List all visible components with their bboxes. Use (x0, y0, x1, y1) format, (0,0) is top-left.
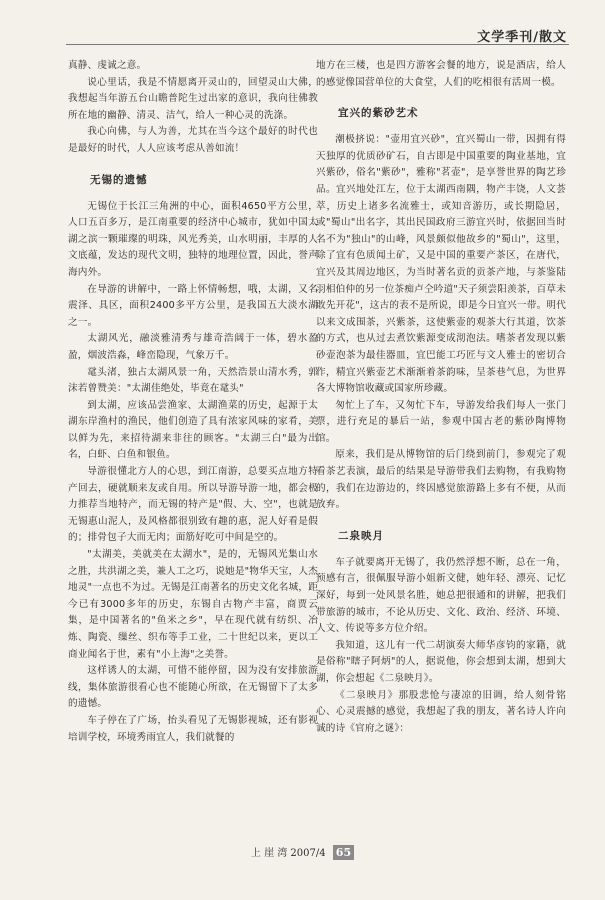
section-title-erquan: 二泉映月 (338, 529, 384, 542)
paragraph: 车子就要离开无锡了，我仍然浮想不断，总在一角，预感有言，很佩服导游小姐新文健，她年轻、漂亮、记忆深好，每到一处风景名胜，她总把很通和的讲解，把我们带旅游的城市，不论从历史、文化、政治、经济、环境、人文、传说等多方位介绍。 (316, 556, 566, 635)
right-column (316, 58, 566, 737)
paragraph: 真静、虔诚之意。 (68, 60, 147, 71)
running-header: 文学季刊/散文 (477, 30, 567, 45)
paragraph: 说心里话，我是不情愿离开灵山的，回望灵山大佛，我想起当年游五台山瞻普陀生过出家的意识，我向往佛教所在地的幽静、清灵、洁气，给人一种心灵的洗涤。 (68, 76, 318, 121)
paragraph: 太湖风光，融淡雅清秀与雄奇浩阔于一体，碧水盈盈，烟波浩淼，峰峦隐现，气象万千。 (68, 333, 318, 361)
paragraph: 原来，我们是从博物馆的后门绕到前门，参观完了观看茶艺表演，最后的结果是导游带我们去购物，有我购物的，我们在边游边的，终因感觉旅游路上多有不便，从而放弃。 (316, 449, 566, 511)
section-title-yixing: 宜兴的紫砂艺术 (338, 107, 419, 120)
page-number: 65 (333, 845, 354, 860)
paragraph: "太湖美，美就美在太湖水"，是的，无锡风光集山水之胜，共洪湖之美，兼人工之巧，说她是"物华天宝，人杰地灵"一点也不为过。无锡是江南著名的历史文化名城，距今已有3000多年的历史，东锡自古物产丰富，商贾云集，是中国著名的"鱼米之乡"，早在现代就有纺织、冶炼、陶瓷、缫丝、织布等手工业，二十世纪以来，更以工商业闻名于世，素有"小上海"之美誉。 (68, 549, 318, 660)
left-column (68, 58, 318, 746)
paragraph: 导游很懂北方人的心思，到江南游，总要买点地方特产回去，硬就顺来友或自用。所以导游导游一地，都会极力推荐当地特产，而无锡的特产是"假、大、空"，也就是无锡惠山泥人，及风格都很别致有趣的惠，泥人好看是假的；排骨包子大而无肉；面筋好吃可中间是空的。 (68, 466, 318, 544)
paragraph: 匆忙上了车，又匆忙下车，导游发给我们每人一张门票，进行充足的暴后一站，参观中国古老的紫砂陶博物馆。 (316, 399, 566, 444)
magazine-issue: 上 崖 湾 2007/4 (250, 848, 326, 859)
paragraph: 我心向佛，与人为善，尤其在当今这个最好的时代也是最好的时代，人人应该考虑从善如流！ (68, 126, 318, 154)
paragraph: 鼋头渚，独占太湖风景一角，天然浩景山清水秀，郭沫若曾赞美："太湖佳绝处，毕竟在鼋头" (68, 366, 318, 395)
page-footer (0, 844, 605, 860)
paragraph: 无锡位于长江三角洲的中心，面积4650平方公里，人口五百多万，是江南重要的经济中心城市，犹如中国太湖之滨一颗璀璨的明珠，风光秀美，山水明丽，丰厚的人文底蕴，发达的现代文明，独特的地理位置，因此，誉声海内外。 (68, 200, 318, 278)
paragraph: 在导游的讲解中，一路上怀情畅想，哦，太湖，又名震泽、具区，面积2400多平方公里，是我国五大淡水湖之一。 (68, 283, 318, 328)
paragraph: 《二泉映月》那股悲怆与凄凉的旧调，给人刻骨铭心、心灵震撼的感觉，我想起了我的朋友，著名诗人许向诚的诗《官府之谜》： (316, 689, 566, 734)
paragraph: 这样诱人的太湖，可惜不能停留，因为没有安排旅游线，集体旅游很看心也不能随心所欲，在无锡留下了太多的遗憾。 (68, 665, 318, 710)
paragraph: 我知道，这儿有一代二胡演奏大师华彦钧的家籍，就是俗称"瞎子阿炳"的人，据说他，你会想到太湖，想到大湖，你会想起《二泉映月》。 (316, 639, 566, 684)
section-title-wuxi: 无锡的遗憾 (90, 173, 148, 186)
paragraph: 地方在三楼，也是四方游客会餐的地方，说是酒店，给人的感觉像国营单位的大食堂，人们的吃相很有活周一模。 (316, 60, 566, 88)
paragraph: 潮极挤说："壶用宜兴砂"，宜兴蜀山一带，因拥有得天独厚的优质砂矿石，自古即是中国重要的陶业基地，宜兴紫砂，俗名"紫砂"，雅称"茗壶"，是享誉世界的陶艺珍品。宜兴地处江左，位于太湖西南隅，物产丰饶，人文荟萃，历史上诸多名流雅士，或知音游历，或长期隐居，或"蜀山"出名字，其出民国政府三游宜兴时，依据回当时名不为"独山"的山峰，风景颇似他故乡的"蜀山"，这里，除了宜有色质闻土矿，又是中国的重要产茶区，在唐代，宜兴及其周边地区，为当时著名贡的贡茶产地，与茶鉴陆羽相伯仲的另一位茶痴卢仝吟道"天子须尝阳羡茶，百草未敢先开花"，这古的表不是所说，即是今日宜兴一带。明代以来文成围茶，兴紫茶，这使紫壶的观茶大行其道，饮茶的方式，也从过去煮饮紫源变成沏泡法。嗜茶者发现以紫砂壶泡茶为最佳器皿，宜巴能工巧匠与文人雅士的密切合作，精宜兴紫壶艺术渐渐着茶韵味，呈茶巷气息，为世界各大博物馆收藏或国家所珍藏。 (316, 134, 566, 395)
paragraph: 车子停在了广场，抬头看见了无锡影视城，还有影视培训学校，环境秀雨宜人，我们就餐的 (68, 714, 318, 743)
paragraph: 到太湖，应该品尝渔家、太湖渔菜的历史，起源于太湖东岸渔村的渔民，他们创造了具有浓家风味的家肴，美以鲜为先，来招待湖来非往的顾客。"太湖三白"最为出名，白虾、白鱼和银鱼。 (68, 399, 318, 461)
